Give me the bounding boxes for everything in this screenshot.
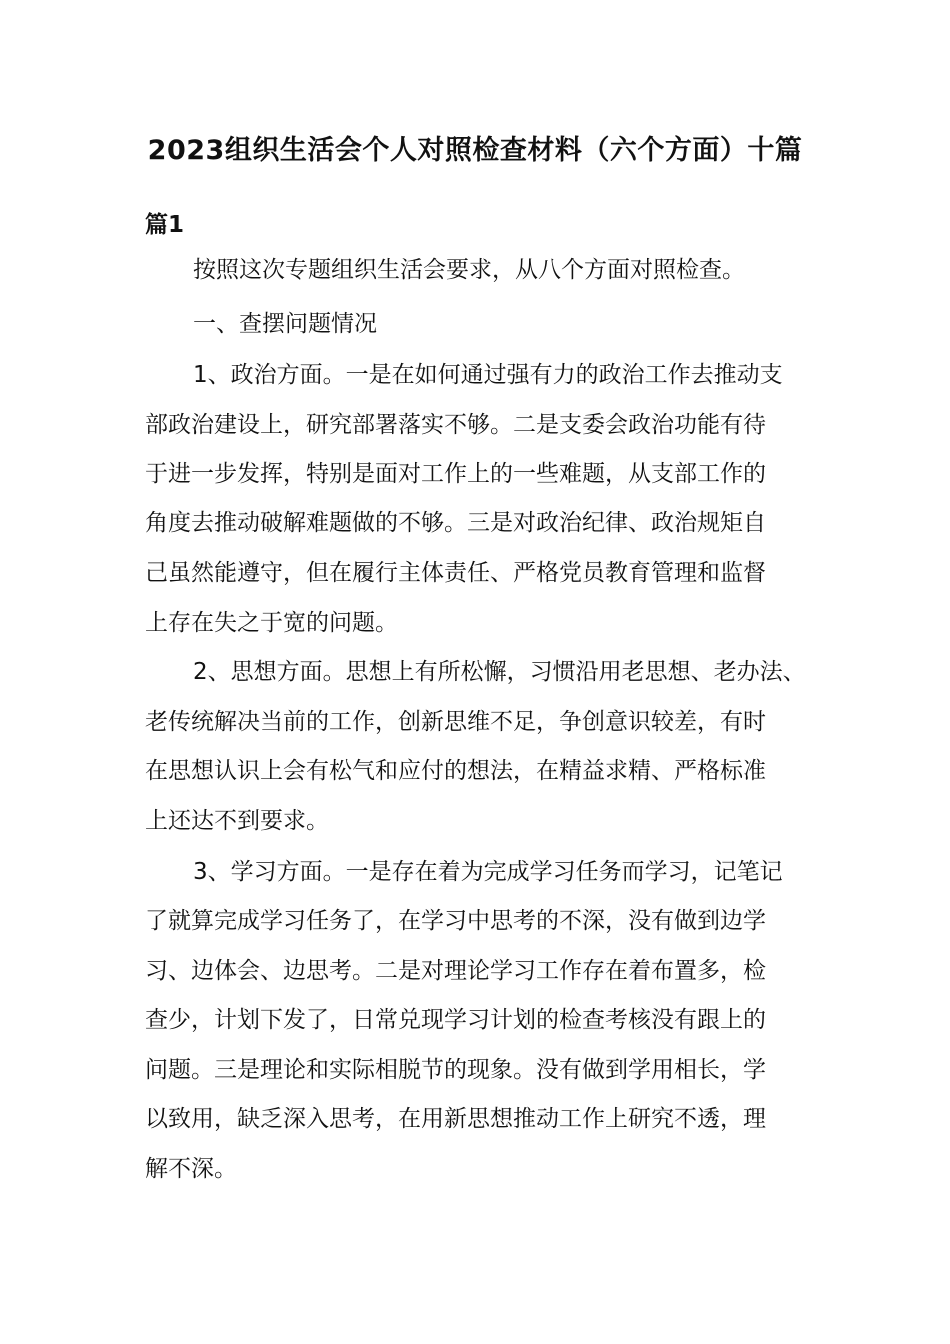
intro-paragraph-line: 按照这次专题组织生活会要求，从八个方面对照检查。 xyxy=(193,257,745,283)
paragraph-line: 老传统解决当前的工作，创新思维不足，争创意识较差，有时 xyxy=(145,709,766,735)
paragraph-line: 1、政治方面。一是在如何通过强有力的政治工作去推动支 xyxy=(193,362,783,388)
paragraph-line: 3、学习方面。一是存在着为完成学习任务而学习，记笔记 xyxy=(193,859,783,885)
paragraph-line: 部政治建设上，研究部署落实不够。二是支委会政治功能有待 xyxy=(145,412,766,438)
paragraph-line: 己虽然能遵守，但在履行主体责任、严格党员教育管理和监督 xyxy=(145,560,766,586)
paragraph-line: 2、思想方面。思想上有所松懈，习惯沿用老思想、老办法、 xyxy=(193,659,806,685)
paragraph-line: 解不深。 xyxy=(145,1156,237,1182)
paragraph-line: 上还达不到要求。 xyxy=(145,808,329,834)
section-heading: 篇1 xyxy=(145,212,185,238)
paragraph-line: 在思想认识上会有松气和应付的想法，在精益求精、严格标准 xyxy=(145,758,766,784)
paragraph-line: 以致用，缺乏深入思考，在用新思想推动工作上研究不透，理 xyxy=(145,1106,766,1132)
paragraph-line: 了就算完成学习任务了，在学习中思考的不深，没有做到边学 xyxy=(145,908,766,934)
subheading-problems: 一、查摆问题情况 xyxy=(193,311,377,337)
paragraph-line: 问题。三是理论和实际相脱节的现象。没有做到学用相长，学 xyxy=(145,1057,766,1083)
paragraph-line: 查少，计划下发了，日常兑现学习计划的检查考核没有跟上的 xyxy=(145,1007,766,1033)
paragraph-line: 于进一步发挥，特别是面对工作上的一些难题，从支部工作的 xyxy=(145,461,766,487)
document-title: 2023组织生活会个人对照检查材料（六个方面）十篇 xyxy=(147,135,803,166)
paragraph-line: 上存在失之于宽的问题。 xyxy=(145,610,398,636)
paragraph-line: 角度去推动破解难题做的不够。三是对政治纪律、政治规矩自 xyxy=(145,510,766,536)
paragraph-line: 习、边体会、边思考。二是对理论学习工作存在着布置多，检 xyxy=(145,958,766,984)
